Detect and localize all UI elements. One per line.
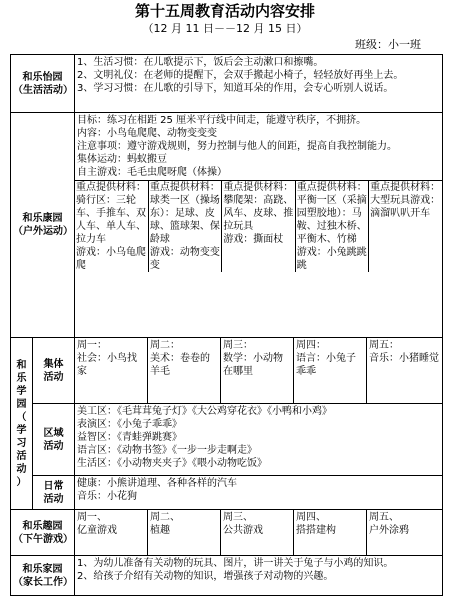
class-label: 班级：小一班: [355, 38, 421, 51]
life-section-title: 和乐怡园 （生活活动）: [11, 55, 75, 113]
area-activity-content: [75, 404, 443, 476]
area-item: 益智区：《青蛙弹跳赛》: [77, 432, 182, 443]
schedule-table: [10, 54, 443, 596]
health-content-text: 内容：小鸟龟爬爬、动物变变变: [77, 128, 217, 139]
home-item: 2、给孩子介绍有关动物的知识，增强孩子对动物的兴趣。: [77, 571, 334, 582]
health-notes: 注意事项：遵守游戏规则，努力控制与他人的间距，提高自我控制能力。: [77, 141, 397, 152]
fun-day: 周五、 户外涂鸦: [367, 510, 443, 556]
home-row: [11, 556, 443, 596]
daily-activity-label: 日常 活动: [33, 476, 75, 510]
study-daily-row: [11, 476, 443, 510]
material-zone: 重点提供材料：平衡一区（采摘园塑胶地）：马鞍、过独木桥、平衡木、竹梯 游戏：小兔跳跳跳: [296, 182, 367, 271]
fun-day: 周一、 亿童游戏: [75, 510, 148, 556]
material-zone: 重点提供材料：球类一区（操场东）：足球、皮球、篮球架、保龄球 游戏：动物变变变: [149, 182, 220, 271]
fun-row: [11, 510, 443, 556]
home-content: [75, 556, 443, 596]
life-item: 1、生活习惯：在儿歌提示下，饭后会主动漱口和擦嘴。: [77, 57, 324, 68]
health-free: 自主游戏：毛毛虫爬呀爬（体操）: [77, 167, 227, 178]
fun-day: 周二、 植趣: [148, 510, 221, 556]
area-item: 语言区：《动物书签》《一步一步走啊走》: [77, 445, 257, 456]
home-section-title: 和乐家园 （家长工作）: [11, 556, 75, 596]
study-group-row: [11, 338, 443, 404]
date-range: （12 月 11 日－－12 月 15 日）: [142, 22, 308, 35]
health-goal: 目标：练习在相距 25 厘米平行线中间走，能遵守秩序，不拥挤。: [77, 115, 367, 126]
group-activity-day: 周二： 美术：卷卷的羊毛: [148, 338, 221, 404]
health-content: [75, 113, 443, 338]
group-activity-day: 周四： 语言：小兔子乖乖: [294, 338, 367, 404]
study-area-row: [11, 404, 443, 476]
page-title: 第十五周教育活动内容安排: [134, 2, 315, 20]
life-row: [11, 55, 443, 113]
material-zone: 重点提供材料：攀爬架：高跷、风车、皮球、推拉玩具 游戏：撕面杖: [222, 181, 295, 272]
life-item: 2、文明礼仪：在老师的提醒下，会双手搬起小椅子，轻轻放好再坐上去。: [77, 70, 404, 81]
daily-item: 健康：小熊讲道理、各种各样的汽车: [77, 478, 237, 489]
group-activity-day: 周三： 数学：小动物在哪里: [221, 338, 294, 404]
material-zone: 重点提供材料：骑行区：三轮车、手推车、双人车、单人车、拉力车 游戏：小乌龟爬爬: [75, 181, 148, 272]
health-section-title: 和乐康园 （户外运动）: [11, 113, 75, 338]
life-item: 3、学习习惯：在儿歌的引导下，知道耳朵的作用，会专心听别人说话。: [77, 83, 394, 94]
group-activity-day: 周一： 社会：小鸟找家: [75, 338, 148, 404]
health-group: 集体运动：蚂蚁搬豆: [77, 154, 167, 165]
group-activity-day: 周五： 音乐：小猪睡觉: [367, 338, 443, 404]
study-section-title: 和 乐 学 园 （ 学 习 活 动 ）: [11, 338, 33, 510]
daily-activity-content: [75, 476, 443, 510]
home-item: 1、为幼儿准备有关动物的玩具、图片，讲一讲关于兔子与小鸡的知识。: [77, 558, 394, 569]
health-row: [11, 113, 443, 338]
group-activity-label: 集体 活动: [33, 338, 75, 404]
area-activity-label: 区域 活动: [33, 404, 75, 476]
material-zones: [75, 181, 442, 272]
daily-item: 音乐：小花狗: [77, 491, 137, 502]
fun-section-title: 和乐趣园 （下午游戏）: [11, 510, 75, 556]
fun-day: 周三、 公共游戏: [221, 510, 294, 556]
area-item: 生活区：《小动物夹夹子》《喂小动物吃饭》: [77, 458, 267, 469]
life-content: [75, 55, 443, 113]
area-item: 美工区：《毛茸茸兔子灯》《大公鸡穿花衣》《小鸭和小鸡》: [77, 406, 332, 417]
area-item: 表演区：《小兔子乖乖》: [77, 419, 182, 430]
material-zone: 重点提供材料：大型玩具游戏：滴溜叭叭开车: [370, 182, 441, 219]
fun-day: 周四、 搭搭建构: [294, 510, 367, 556]
